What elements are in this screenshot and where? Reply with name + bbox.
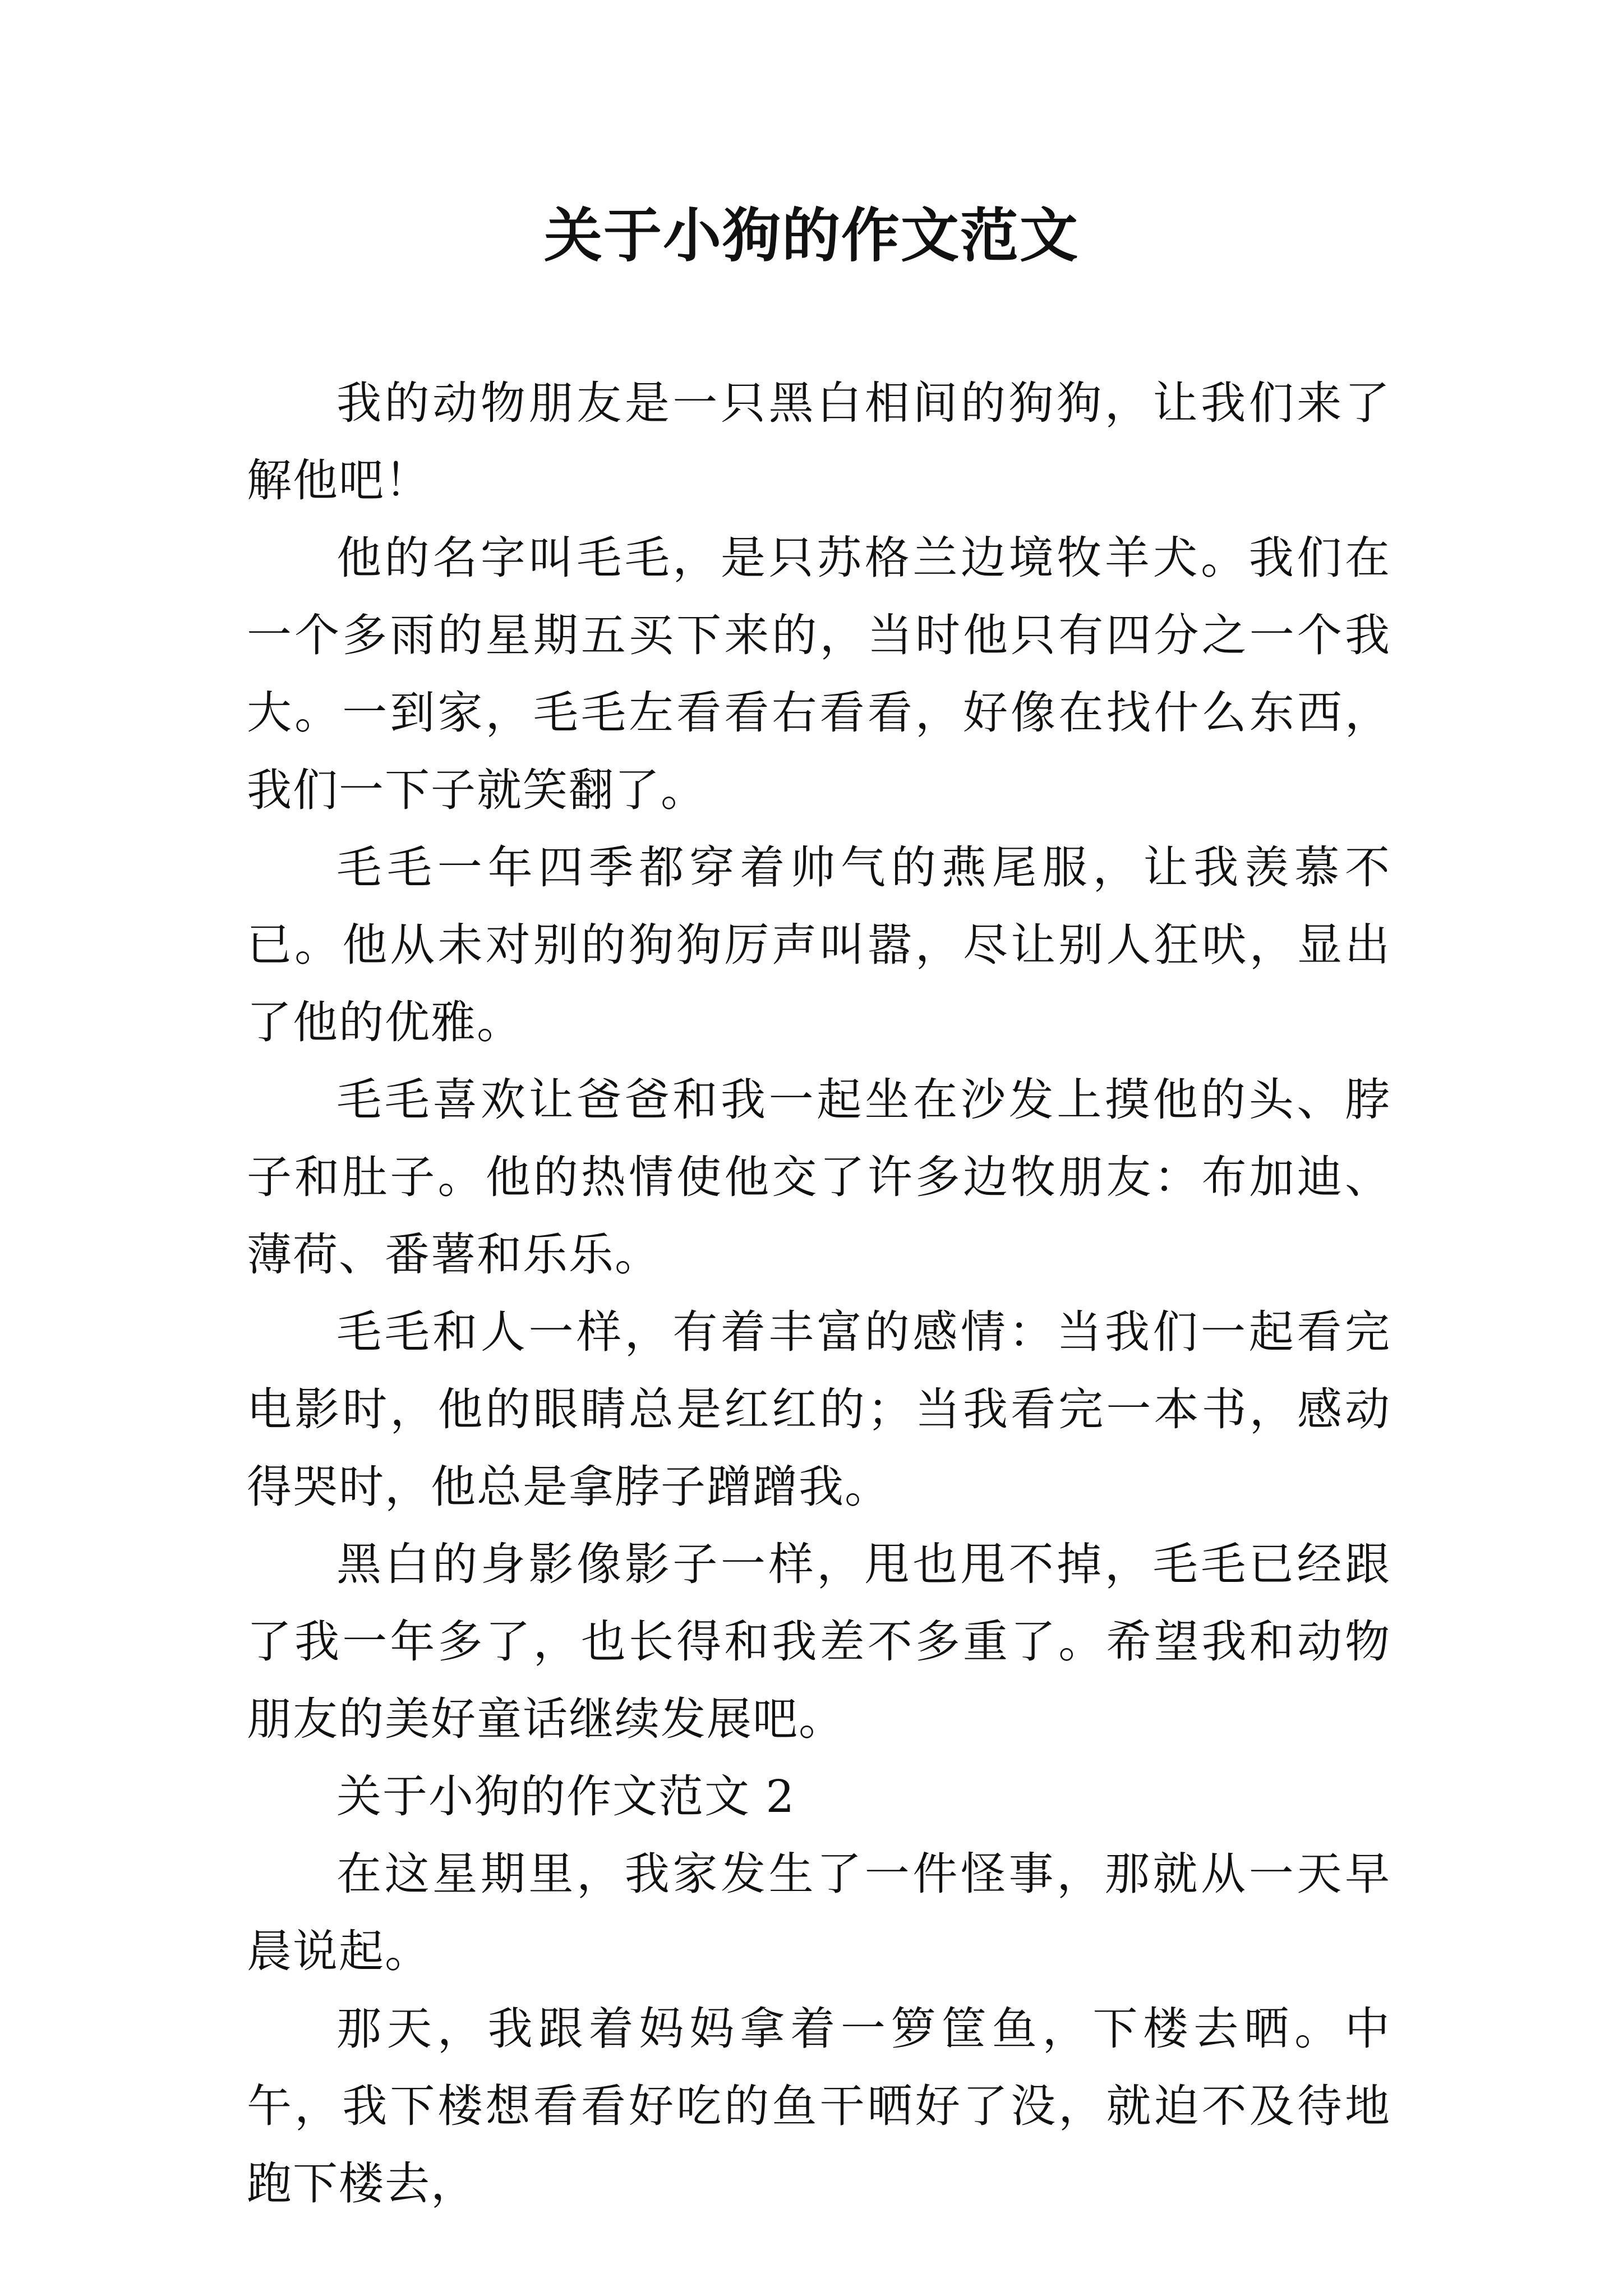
document-body xyxy=(247,365,1391,2223)
paragraph: 毛毛喜欢让爸爸和我一起坐在沙发上摸他的头、脖子和肚子。他的热情使他交了许多边牧朋友：布加迪、薄荷、番薯和乐乐。 xyxy=(247,1074,1391,1281)
paragraph: 我的动物朋友是一只黑白相间的狗狗，让我们来了解他吧！ xyxy=(247,377,1391,507)
paragraph: 黑白的身影像影子一样，甩也甩不掉，毛毛已经跟了我一年多了，也长得和我差不多重了。希望我和动物朋友的美好童话继续发展吧。 xyxy=(247,1538,1391,1745)
paragraph: 毛毛一年四季都穿着帅气的燕尾服，让我羡慕不已。他从未对别的狗狗厉声叫嚣，尽让别人狂吠，显出了他的优雅。 xyxy=(247,841,1391,1048)
section-heading: 关于小狗的作文范文 2 xyxy=(336,1770,796,1823)
document-title: 关于小狗的作文范文 xyxy=(543,201,1079,270)
paragraph: 毛毛和人一样，有着丰富的感情：当我们一起看完电影时，他的眼睛总是红红的；当我看完一本书，感动得哭时，他总是拿脖子蹭蹭我。 xyxy=(247,1306,1391,1513)
paragraph: 在这星期里，我家发生了一件怪事，那就从一天早晨说起。 xyxy=(247,1848,1391,1977)
paragraph: 那天，我跟着妈妈拿着一箩筐鱼，下楼去晒。中午，我下楼想看看好吃的鱼干晒好了没，就迫不及待地跑下楼去， xyxy=(247,2003,1391,2210)
paragraph: 他的名字叫毛毛，是只苏格兰边境牧羊犬。我们在一个多雨的星期五买下来的，当时他只有四分之一个我大。一到家，毛毛左看看右看看，好像在找什么东西，我们一下子就笑翻了。 xyxy=(247,532,1391,816)
